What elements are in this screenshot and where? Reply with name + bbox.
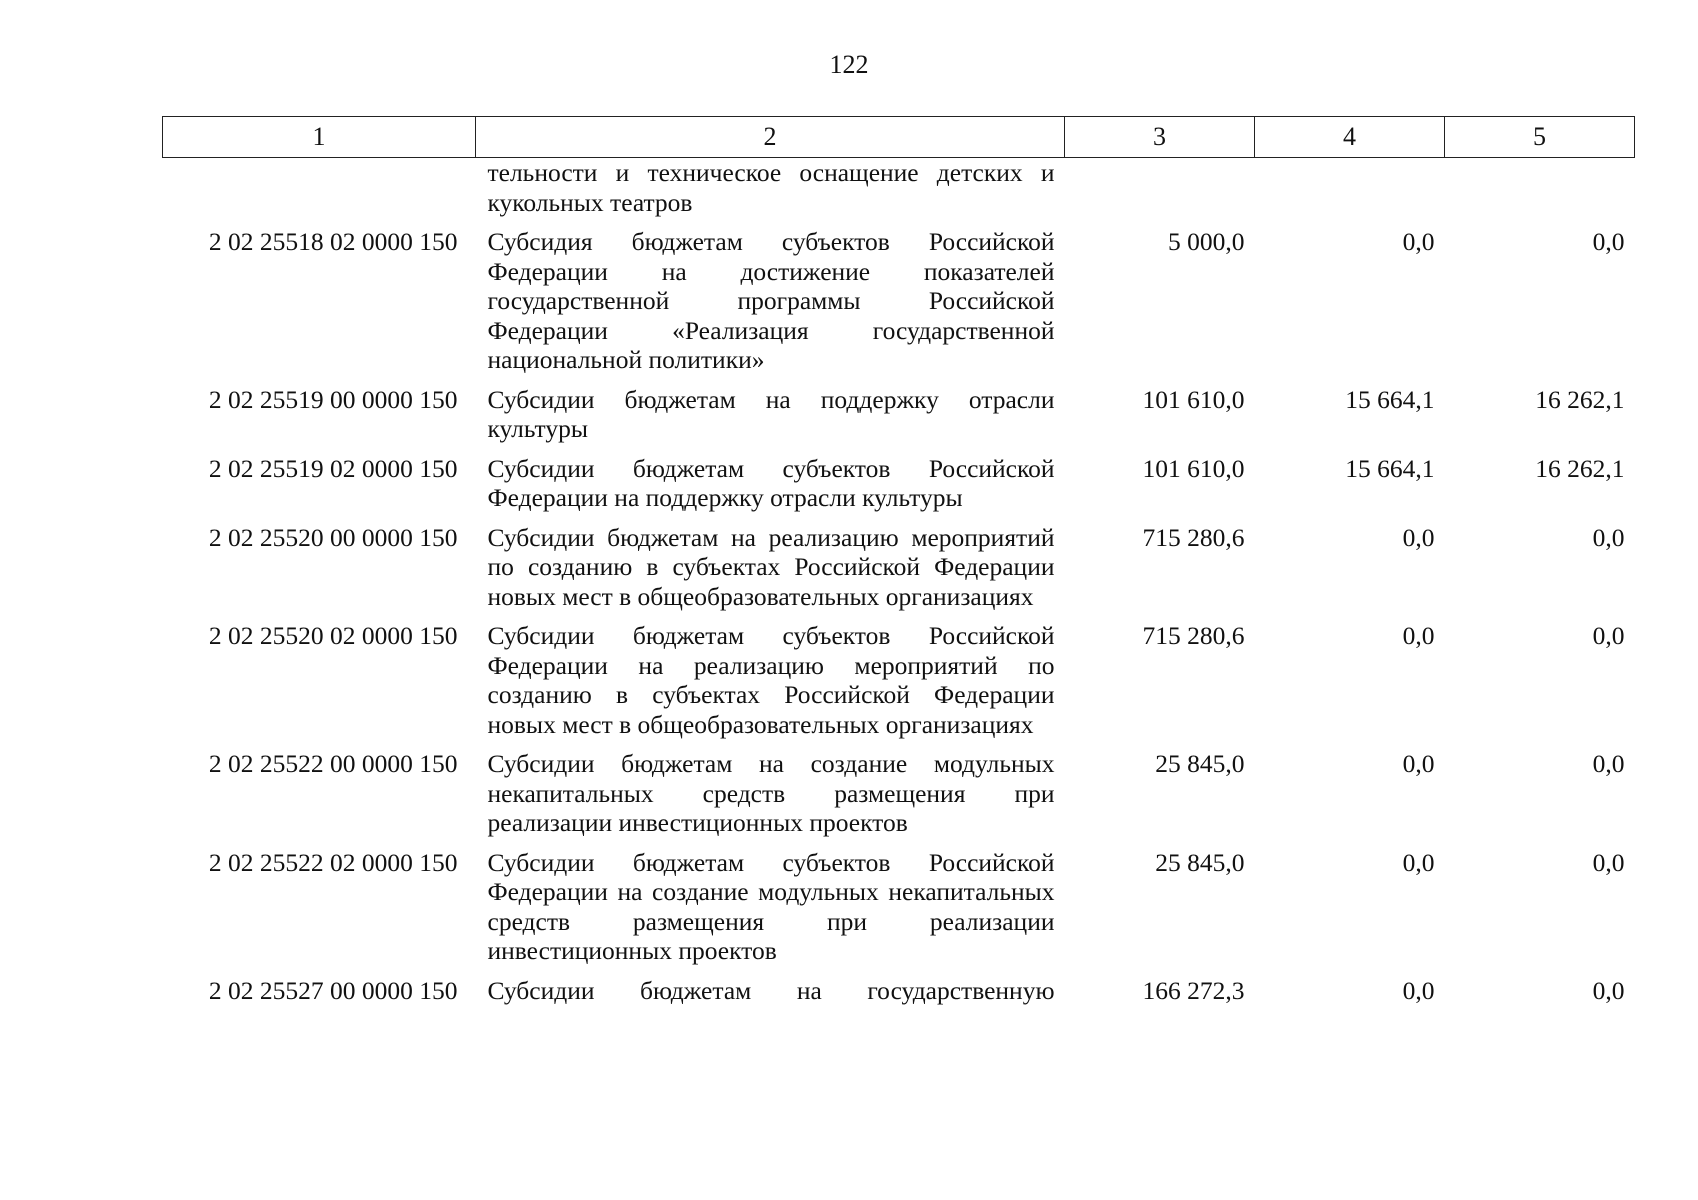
row-name: Субсидии бюджетам на реализацию мероприятий по созданию в субъектах Российской Федерации новых мест в общеобразовательных организациях <box>487 522 1055 611</box>
row-value-5: 0,0 <box>1592 975 1625 1005</box>
row-value-3: 25 845,0 <box>1155 847 1245 877</box>
row-code: 2 02 25527 00 0000 150 <box>208 975 458 1005</box>
row-value-4: 0,0 <box>1402 522 1435 552</box>
row-value-3: 5 000,0 <box>1168 227 1245 256</box>
row-value-3: 715 280,6 <box>1142 621 1245 650</box>
table-row <box>163 227 1635 385</box>
row-value-4: 0,0 <box>1402 227 1435 256</box>
row-name: Субсидии бюджетам субъектов Российской Федерации на реализацию мероприятий по созданию в субъектах Российской Федерации новых мест в общеобразовательных организациях <box>487 621 1055 739</box>
row-value-4: 0,0 <box>1402 975 1435 1005</box>
table-body <box>163 158 1635 1016</box>
header-row <box>163 117 1635 158</box>
table-row <box>163 749 1635 848</box>
row-value-5: 16 262,1 <box>1535 453 1625 483</box>
row-code: 2 02 25520 00 0000 150 <box>208 522 458 552</box>
row-name: Субсидии бюджетам на поддержку отрасли культуры <box>487 384 1055 443</box>
row-value-4: 15 664,1 <box>1345 453 1435 483</box>
table-row <box>163 523 1635 622</box>
row-value-3: 25 845,0 <box>1155 749 1245 778</box>
row-code: 2 02 25522 02 0000 150 <box>208 847 458 877</box>
row-value-3: 715 280,6 <box>1142 522 1245 552</box>
row-value-4: 0,0 <box>1402 847 1435 877</box>
table-row <box>163 385 1635 454</box>
column-header-5: 5 <box>1445 117 1635 158</box>
continuation-text: тельности и техническое оснащение детских и кукольных театров <box>487 158 1055 217</box>
column-header-4: 4 <box>1255 117 1445 158</box>
table-row <box>163 454 1635 523</box>
row-code: 2 02 25518 02 0000 150 <box>208 227 458 256</box>
row-value-4: 0,0 <box>1402 749 1435 778</box>
row-code: 2 02 25519 02 0000 150 <box>208 453 458 483</box>
row-value-3: 101 610,0 <box>1142 453 1245 483</box>
column-header-1: 1 <box>163 117 476 158</box>
row-code: 2 02 25520 02 0000 150 <box>208 621 458 650</box>
row-name: Субсидия бюджетам субъектов Российской Федерации на достижение показателей государственной программы Российской Федерации «Реализация государственной национальной политики» <box>487 227 1055 374</box>
column-header-3: 3 <box>1065 117 1255 158</box>
continuation-row <box>163 158 1635 228</box>
row-value-5: 0,0 <box>1592 847 1625 877</box>
row-name: Субсидии бюджетам на создание модульных некапитальных средств размещения при реализации инвестиционных проектов <box>487 749 1055 837</box>
row-value-4: 15 664,1 <box>1345 384 1435 414</box>
row-value-3: 166 272,3 <box>1142 975 1245 1005</box>
row-value-3: 101 610,0 <box>1142 384 1245 414</box>
row-value-5: 16 262,1 <box>1535 384 1625 414</box>
row-value-4: 0,0 <box>1402 621 1435 650</box>
row-name: Субсидии бюджетам на государственную <box>487 975 1055 1005</box>
table-row <box>163 848 1635 976</box>
table-header <box>163 117 1635 158</box>
table-row <box>163 621 1635 749</box>
row-value-5: 0,0 <box>1592 621 1625 650</box>
row-name: Субсидии бюджетам субъектов Российской Федерации на создание модульных некапитальных средств размещения при реализации инвестиционных проектов <box>487 847 1055 965</box>
budget-table <box>162 116 1635 1015</box>
row-code: 2 02 25519 00 0000 150 <box>208 384 458 414</box>
row-value-5: 0,0 <box>1592 227 1625 256</box>
row-name: Субсидии бюджетам субъектов Российской Федерации на поддержку отрасли культуры <box>487 453 1055 512</box>
table-row <box>163 976 1635 1016</box>
row-value-5: 0,0 <box>1592 522 1625 552</box>
page-number: 122 <box>829 50 869 79</box>
column-header-2: 2 <box>476 117 1065 158</box>
row-value-5: 0,0 <box>1592 749 1625 778</box>
row-code: 2 02 25522 00 0000 150 <box>208 749 458 778</box>
